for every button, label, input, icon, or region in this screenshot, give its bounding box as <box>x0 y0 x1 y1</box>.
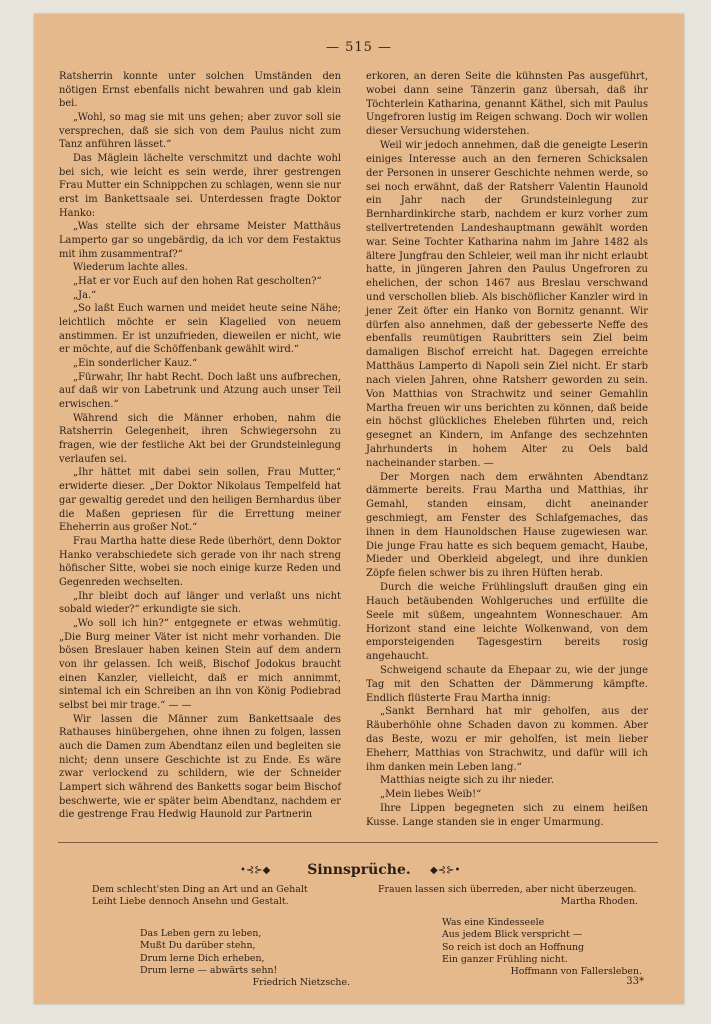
paragraph: „Ihr hättet mit dabei sein sollen, Frau Mutter,“ erwiderte dieser. „Der Doktor Nikolaus Tempelfeld hat gar gewaltig geredet und den heiligen Bernhardus über die Maßen gepriesen für die Errettung meiner Eheherrin aus großer Not.“ <box>59 467 341 534</box>
paragraph: „Mein liebes Weib!“ <box>380 789 482 801</box>
poem-line: Drum lerne — abwärts sehn! <box>140 964 278 976</box>
poem-1 <box>92 884 308 909</box>
signature-mark: 33* <box>626 976 644 987</box>
paragraph: Während sich die Männer erhoben, nahm die Ratsherrin Gelegenheit, ihren Schwiegersohn zu fragen, wie der festliche Akt bei der Grundsteinlegung verlaufen sei. <box>59 412 341 465</box>
paragraph: „Hat er vor Euch auf den hohen Rat gescholten?“ <box>73 276 322 288</box>
paragraph: „Ein sonderlicher Kauz.“ <box>73 358 198 370</box>
paragraph: Der Morgen nach dem erwähnten Abendtanz dämmerte bereits. Frau Martha und Matthias, ihr Gemahl, standen einsam, dicht aneinander geschmiegt, am Fenster des Schlafgemaches, das ihnen in dem Haunoldschen Hause zugewiesen war. Die junge Frau hatte es sich bequem gemacht, Haube, Mieder und Oberkleid abgelegt, und ihre dunklen Zöpfe fielen schwer bis zu ihren Hüften herab. <box>366 471 648 580</box>
poem-line: Mußt Du darüber stehn, <box>140 940 256 952</box>
paragraph: Weil wir jedoch annehmen, daß die geneigte Leserin einiges Interesse auch an den ferneren Schicksalen der Personen in unserer Geschichte nehmen werde, so sei noch erwähnt, daß der Ratsherr Valentin Haunold ein Jahr nach der Grundsteinlegung zur Bernhardinkirche starb, nachdem er kurz vorher zum stellvertretenden Landeshauptmann gewählt worden war. Seine Tochter Katharina nahm im Jahre 1482 als ältere Jungfrau den Schleier, weil man ihr nicht erlaubt hatte, in jüngeren Jahren den Paulus Ungefroren zu ehelichen, der schon 1467 aus Breslau verschwand und verschollen blieb. Als bischöflicher Kanzler wird in jener Zeit öfter ein Hanko von Bornitz genannt. Wir dürfen also annehmen, daß der gebesserte Neffe des ebenfalls reumütigen Raubritters sein Ziel beim damaligen Bischof erreicht hat. Dagegen erreichte Matthäus Lamperto di Napoli sein Ziel nicht. Er starb nach vielen Jahren, ohne Ratsherr geworden zu sein. Von Matthias von Strachwitz und seiner Gemahlin Martha freuen wir uns berichten zu können, daß beide ein höchst glückliches Eheleben führten und, reich gesegnet an Kindern, im Anfange des sechzehnten Jahrhunderts in hohem Alter zu Oels bald nacheinander starben. — <box>366 140 648 469</box>
section-divider <box>58 842 658 843</box>
poem-author: Hoffmann von Fallersleben. <box>510 966 642 978</box>
poem-line: Leiht Liebe dennoch Ansehn und Gestalt. <box>92 896 289 908</box>
poem-3 <box>378 884 638 909</box>
paragraph: Wiederum lachte alles. <box>73 262 188 274</box>
paragraph: „Fürwahr, Ihr habt Recht. Doch laßt uns aufbrechen, auf daß wir von Labetrunk und Atzung auch unser Teil erwischen.“ <box>59 371 341 411</box>
poem-line: Das Leben gern zu leben, <box>140 928 262 939</box>
paragraph: Wir lassen die Männer zum Bankettsaale des Rathauses hinübergehen, ohne ihnen zu folgen, lassen auch die Damen zum Abendtanz eilen und begleiten sie nicht; denn unsere Geschichte ist zu Ende. Es wäre zwar verlockend zu schildern, wie der Schneider Lampert sich während des Banketts sogar beim Bischof beschwerte, wie er später beim Abendtanz, nachdem er die gestrenge Frau Hedwig Haunold zur Partnerin <box>59 713 341 821</box>
poem-line: Frauen lassen sich überreden, aber nicht überzeugen. <box>378 884 637 895</box>
poem-author: Friedrich Nietzsche. <box>252 977 350 989</box>
poem-4 <box>442 917 642 978</box>
poem-line: Dem schlecht'sten Ding an Art und an Gehalt <box>92 884 308 895</box>
paragraph: „Was stellte sich der ehrsame Meister Matthäus Lamperto gar so ungebärdig, da ich vor dem Festaktus mit ihm zusammentraf?“ <box>59 221 341 260</box>
paragraph: „Ihr bleibt doch auf länger und verlaßt uns nicht sobald wieder?“ erkundigte sie sich. <box>59 590 341 616</box>
text-column-right <box>366 70 648 830</box>
paragraph: „So laßt Euch warnen und meidet heute seine Nähe; leichtlich möchte er sein Klagelied von neuem anstimmen. Er ist unzufrieden, dieweilen er nicht, wie er möchte, auf die Schöffenbank gewählt wird.“ <box>59 303 341 356</box>
paragraph: Ihre Lippen begegneten sich zu einem heißen Kusse. Lange standen sie in enger Umarmung. <box>366 803 648 828</box>
page-number: — 515 — <box>325 40 393 55</box>
poem-line: Was eine Kindesseele <box>442 917 545 928</box>
poem-line: Aus jedem Blick verspricht — <box>442 929 583 941</box>
paragraph: Ratsherrin konnte unter solchen Umständen den nötigen Ernst ebenfalls nicht bewahren und gab klein bei. <box>59 71 341 110</box>
paragraph: erkoren, an deren Seite die kühnsten Pas ausgeführt, wobei dann seine Tänzerin ganz übersah, daß ihr Töchterlein Katharina, genannt Käthel, sich mit Paulus Ungefroren lustig im Reigen schwang. Doch wir wollen dieser Versuchung widerstehen. <box>366 71 648 138</box>
paragraph: „Sankt Bernhard hat mir geholfen, aus der Räuberhöhle ohne Schaden davon zu kommen. Aber das Beste, wozu er mir geholfen, ist mein lieber Eheherr, Matthias von Strachwitz, und dafür will ich ihm danken mein Leben lang.“ <box>366 706 648 773</box>
paragraph: Durch die weiche Frühlingsluft draußen ging ein Hauch betäubenden Wohlgeruches und erfüllte die Seele mit süßem, ungeahntem Wonneschauer. Am Horizont stand eine leichte Wolkenwand, von dem emporsteigenden Tagesgestirn bereits rosig angehaucht. <box>366 582 648 663</box>
paragraph: „Wo soll ich hin?“ entgegnete er etwas wehmütig. „Die Burg meiner Väter ist nicht mehr vorhanden. Die bösen Breslauer haben keinen Stein auf dem andern von ihr gelassen. Ich weiß, Bischof Jodokus braucht einen Kanzler, vielleicht, daß er mich annimmt, sintemal ich ein Schreiben an ihn von König Podiebrad selbst bei mir trage.“ — — <box>59 617 341 711</box>
text-column-left <box>59 70 341 822</box>
paragraph: Schweigend schaute da Ehepaar zu, wie der junge Tag mit den Schatten der Dämmerung kämpfte. Endlich flüsterte Frau Martha innig: <box>366 664 648 704</box>
paragraph: Das Mäglein lächelte verschmitzt und dachte wohl bei sich, wie leicht es sein werde, ihrer gestrengen Frau Mutter ein Schnippchen zu schlagen, wenn sie nur erst im Bankettsaale sei. Unterdessen fragte Doktor Hanko: <box>59 153 341 219</box>
ornament-left-icon: •⊰⊱◆ <box>240 865 271 876</box>
paragraph: „Ja.“ <box>73 289 97 301</box>
poem-line: Ein ganzer Frühling nicht. <box>442 953 568 965</box>
paragraph: „Wohl, so mag sie mit uns gehen; aber zuvor soll sie versprechen, daß sie sich von dem Paulus nicht zum Tanz anführen lässet.“ <box>59 112 341 151</box>
poem-2 <box>140 928 350 989</box>
paragraph: Frau Martha hatte diese Rede überhört, denn Doktor Hanko verabschiedete sich gerade von ihr nach streng höfischer Sitte, wobei sie noch einige kurze Reden und Gegenreden wechselten. <box>59 535 341 588</box>
poem-line: So reich ist doch an Hoffnung <box>442 941 585 953</box>
poem-line: Drum lerne Dich erheben, <box>140 952 265 964</box>
magazine-page <box>34 14 684 1004</box>
sinnsprueche-title: Sinnsprüche. <box>307 862 411 878</box>
paragraph: Matthias neigte sich zu ihr nieder. <box>380 775 554 787</box>
poem-author: Martha Rhoden. <box>560 896 638 908</box>
ornament-right-icon: ◆⊰⊱• <box>430 865 461 876</box>
